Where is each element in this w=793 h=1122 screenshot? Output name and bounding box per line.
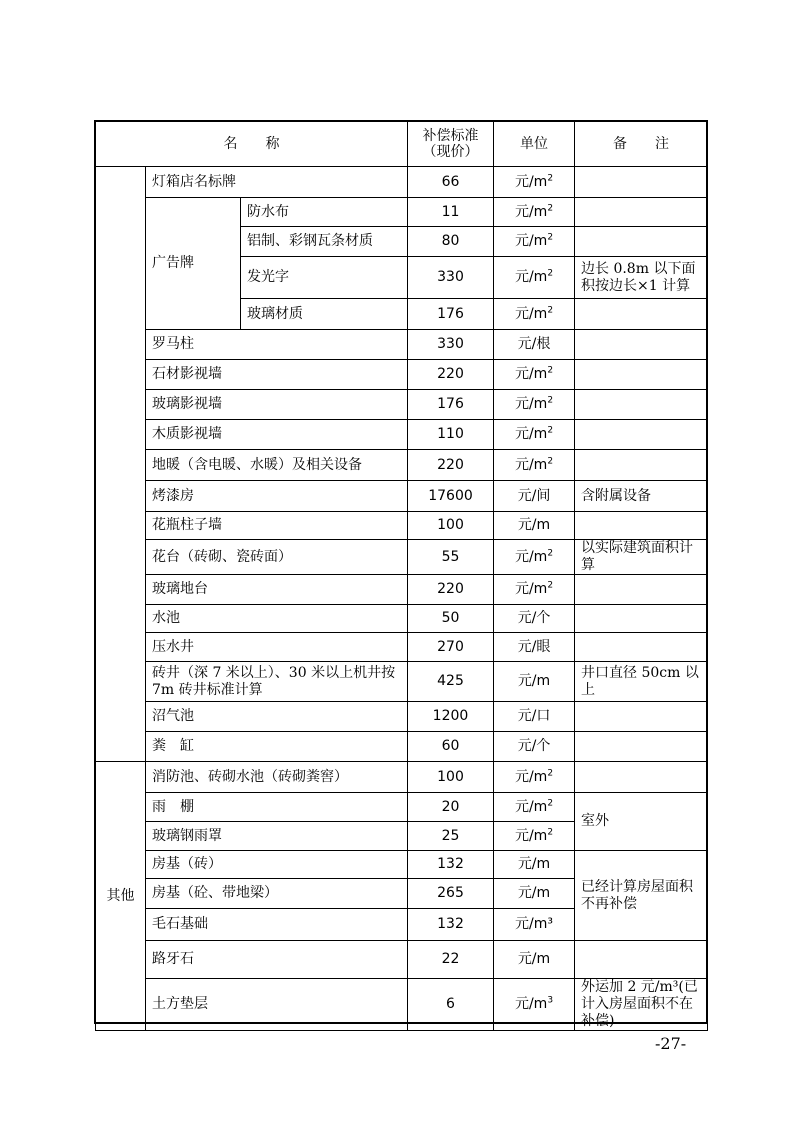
item-note: 含附属设备 xyxy=(575,481,708,512)
table-row xyxy=(96,540,708,575)
item-name: 毛石基础 xyxy=(146,909,408,941)
header-remark: 备 注 xyxy=(575,122,708,167)
table-row xyxy=(96,851,708,879)
item-unit xyxy=(494,605,575,633)
item-note: 已经计算房屋面积不再补偿 xyxy=(575,851,708,941)
item-note: 以实际建筑面积计算 xyxy=(575,540,708,575)
item-note xyxy=(575,390,708,420)
unit-text: 元/m xyxy=(514,768,548,785)
unit-text: 元/m xyxy=(514,996,548,1012)
page-number: -27- xyxy=(655,1034,687,1053)
item-unit xyxy=(494,360,575,390)
table-row xyxy=(96,575,708,605)
item-unit xyxy=(494,227,575,257)
item-name: 路牙石 xyxy=(146,941,408,979)
item-name: 沼气池 xyxy=(146,702,408,732)
item-unit xyxy=(494,257,575,299)
item-unit xyxy=(494,390,575,420)
item-name: 花瓶柱子墙 xyxy=(146,512,408,540)
table-row xyxy=(96,450,708,481)
header-name: 名 称 xyxy=(96,122,408,167)
item-name: 雨 棚 xyxy=(146,793,408,822)
item-unit xyxy=(494,879,575,909)
item-name: 花台（砖砌、瓷砖面） xyxy=(146,540,408,575)
unit-text: 元/个 xyxy=(517,610,551,626)
unit-text: 元/m xyxy=(517,517,551,533)
item-note: 外运加 2 元/m³(已计入房屋面积不在补偿) xyxy=(575,979,708,1031)
item-unit xyxy=(494,512,575,540)
item-name: 玻璃材质 xyxy=(241,299,408,330)
item-unit xyxy=(494,793,575,822)
unit-text: 元/间 xyxy=(517,487,551,504)
item-note xyxy=(575,941,708,979)
table-row xyxy=(96,732,708,762)
unit-superscript: 2 xyxy=(547,826,554,837)
unit-superscript: 2 xyxy=(547,425,554,436)
group-other-label: 其他 xyxy=(96,762,146,1031)
item-value: 22 xyxy=(408,941,494,979)
item-name: 玻璃钢雨罩 xyxy=(146,822,408,851)
unit-superscript: 2 xyxy=(547,202,554,213)
item-value: 176 xyxy=(408,390,494,420)
item-name: 土方垫层 xyxy=(146,979,408,1031)
item-unit xyxy=(494,330,575,360)
item-value: 100 xyxy=(408,512,494,540)
unit-text: 元/m xyxy=(514,305,548,322)
group-blank-cell xyxy=(96,167,146,762)
item-note: 室外 xyxy=(575,793,708,851)
item-unit xyxy=(494,633,575,662)
table-row xyxy=(96,702,708,732)
item-name: 木质影视墙 xyxy=(146,420,408,450)
item-value: 176 xyxy=(408,299,494,330)
unit-text: 元/m xyxy=(514,233,548,249)
item-value: 17600 xyxy=(408,481,494,512)
header-standard: 补偿标准 （现价） xyxy=(408,122,494,167)
table-row xyxy=(96,330,708,360)
item-name: 砖井（深 7 米以上）、30 米以上机井按 7m 砖井标准计算 xyxy=(146,662,408,702)
item-value: 330 xyxy=(408,330,494,360)
table-row xyxy=(96,979,708,1031)
unit-superscript: 2 xyxy=(547,365,554,376)
compensation-table xyxy=(95,121,708,1031)
unit-text: 元/m xyxy=(517,856,551,872)
unit-superscript: 2 xyxy=(547,455,554,466)
item-name: 压水井 xyxy=(146,633,408,662)
unit-text: 元/m xyxy=(517,951,551,967)
item-value: 66 xyxy=(408,167,494,198)
item-note xyxy=(575,762,708,793)
item-note: 井口直径 50cm 以上 xyxy=(575,662,708,702)
item-unit xyxy=(494,167,575,198)
unit-superscript: 2 xyxy=(547,232,554,243)
table-row xyxy=(96,390,708,420)
table-row xyxy=(96,420,708,450)
item-note xyxy=(575,299,708,330)
table-row xyxy=(96,481,708,512)
item-value: 55 xyxy=(408,540,494,575)
item-unit xyxy=(494,762,575,793)
item-unit xyxy=(494,540,575,575)
unit-superscript: 2 xyxy=(547,767,554,778)
item-name: 地暖（含电暖、水暖）及相关设备 xyxy=(146,450,408,481)
item-name: 房基（砼、带地梁） xyxy=(146,879,408,909)
item-note xyxy=(575,450,708,481)
unit-text: 元/m xyxy=(514,426,548,442)
item-value: 220 xyxy=(408,575,494,605)
item-name: 玻璃地台 xyxy=(146,575,408,605)
unit-superscript: 2 xyxy=(547,797,554,808)
unit-text: 元/m xyxy=(514,173,548,190)
item-value: 20 xyxy=(408,793,494,822)
unit-text: 元/m³ xyxy=(515,916,553,932)
unit-text: 元/m xyxy=(514,269,548,285)
item-note xyxy=(575,605,708,633)
item-value: 110 xyxy=(408,420,494,450)
item-value: 60 xyxy=(408,732,494,762)
unit-text: 元/m xyxy=(514,548,548,565)
item-value: 80 xyxy=(408,227,494,257)
item-value: 330 xyxy=(408,257,494,299)
unit-text: 元/m xyxy=(514,203,548,220)
unit-text: 元/m xyxy=(514,798,548,815)
item-note xyxy=(575,420,708,450)
item-name: 烤漆房 xyxy=(146,481,408,512)
unit-text: 元/m xyxy=(514,456,548,473)
header-unit: 单位 xyxy=(494,122,575,167)
item-value: 220 xyxy=(408,360,494,390)
table-row xyxy=(96,512,708,540)
table-row xyxy=(96,360,708,390)
item-unit xyxy=(494,198,575,227)
item-note xyxy=(575,732,708,762)
item-unit xyxy=(494,941,575,979)
item-note xyxy=(575,227,708,257)
table-row xyxy=(96,605,708,633)
group-ad-sign-label: 广告牌 xyxy=(146,198,241,330)
item-unit xyxy=(494,909,575,941)
table-row xyxy=(96,662,708,702)
item-name: 房基（砖） xyxy=(146,851,408,879)
unit-text: 元/m xyxy=(514,396,548,412)
item-value: 132 xyxy=(408,909,494,941)
item-name: 消防池、砖砌水池（砖砌粪窖） xyxy=(146,762,408,793)
unit-superscript: 2 xyxy=(547,268,554,279)
unit-text: 元/口 xyxy=(517,708,551,724)
unit-text: 元/根 xyxy=(517,336,551,352)
item-note xyxy=(575,512,708,540)
item-value: 270 xyxy=(408,633,494,662)
item-unit xyxy=(494,822,575,851)
item-unit xyxy=(494,575,575,605)
unit-superscript: 2 xyxy=(547,304,554,315)
unit-text: 元/m xyxy=(514,366,548,382)
unit-superscript: 2 xyxy=(547,395,554,406)
item-unit xyxy=(494,450,575,481)
unit-text: 元/个 xyxy=(517,738,551,754)
item-value: 132 xyxy=(408,851,494,879)
item-value: 1200 xyxy=(408,702,494,732)
unit-superscript: 2 xyxy=(547,172,554,183)
table-row xyxy=(96,793,708,822)
item-value: 425 xyxy=(408,662,494,702)
item-name: 铝制、彩钢瓦条材质 xyxy=(241,227,408,257)
item-unit xyxy=(494,420,575,450)
item-value: 220 xyxy=(408,450,494,481)
table-row xyxy=(96,633,708,662)
item-unit xyxy=(494,732,575,762)
table-row xyxy=(96,198,708,227)
item-unit xyxy=(494,299,575,330)
item-note xyxy=(575,198,708,227)
table-row xyxy=(96,941,708,979)
item-value: 265 xyxy=(408,879,494,909)
item-note xyxy=(575,575,708,605)
item-value: 100 xyxy=(408,762,494,793)
item-name: 灯箱店名标牌 xyxy=(146,167,408,198)
item-value: 11 xyxy=(408,198,494,227)
table-row xyxy=(96,762,708,793)
item-unit xyxy=(494,662,575,702)
item-unit xyxy=(494,702,575,732)
unit-superscript: 3 xyxy=(547,995,554,1006)
item-note xyxy=(575,330,708,360)
item-note xyxy=(575,633,708,662)
item-name: 玻璃影视墙 xyxy=(146,390,408,420)
item-name: 发光字 xyxy=(241,257,408,299)
item-value: 25 xyxy=(408,822,494,851)
item-unit xyxy=(494,481,575,512)
table-row xyxy=(96,167,708,198)
item-note xyxy=(575,702,708,732)
item-unit xyxy=(494,851,575,879)
unit-text: 元/m xyxy=(514,827,548,844)
unit-text: 元/m xyxy=(517,673,551,689)
unit-superscript: 2 xyxy=(547,580,554,591)
header-row xyxy=(96,122,708,167)
unit-text: 元/眼 xyxy=(517,638,551,655)
unit-text: 元/m xyxy=(517,885,551,901)
item-name: 防水布 xyxy=(241,198,408,227)
item-name: 石材影视墙 xyxy=(146,360,408,390)
unit-text: 元/m xyxy=(514,581,548,597)
unit-superscript: 2 xyxy=(547,547,554,558)
item-value: 6 xyxy=(408,979,494,1031)
item-name: 罗马柱 xyxy=(146,330,408,360)
item-name: 水池 xyxy=(146,605,408,633)
item-note xyxy=(575,167,708,198)
item-value: 50 xyxy=(408,605,494,633)
item-note xyxy=(575,360,708,390)
item-name: 粪 缸 xyxy=(146,732,408,762)
item-unit xyxy=(494,979,575,1031)
item-note: 边长 0.8m 以下面积按边长×1 计算 xyxy=(575,257,708,299)
